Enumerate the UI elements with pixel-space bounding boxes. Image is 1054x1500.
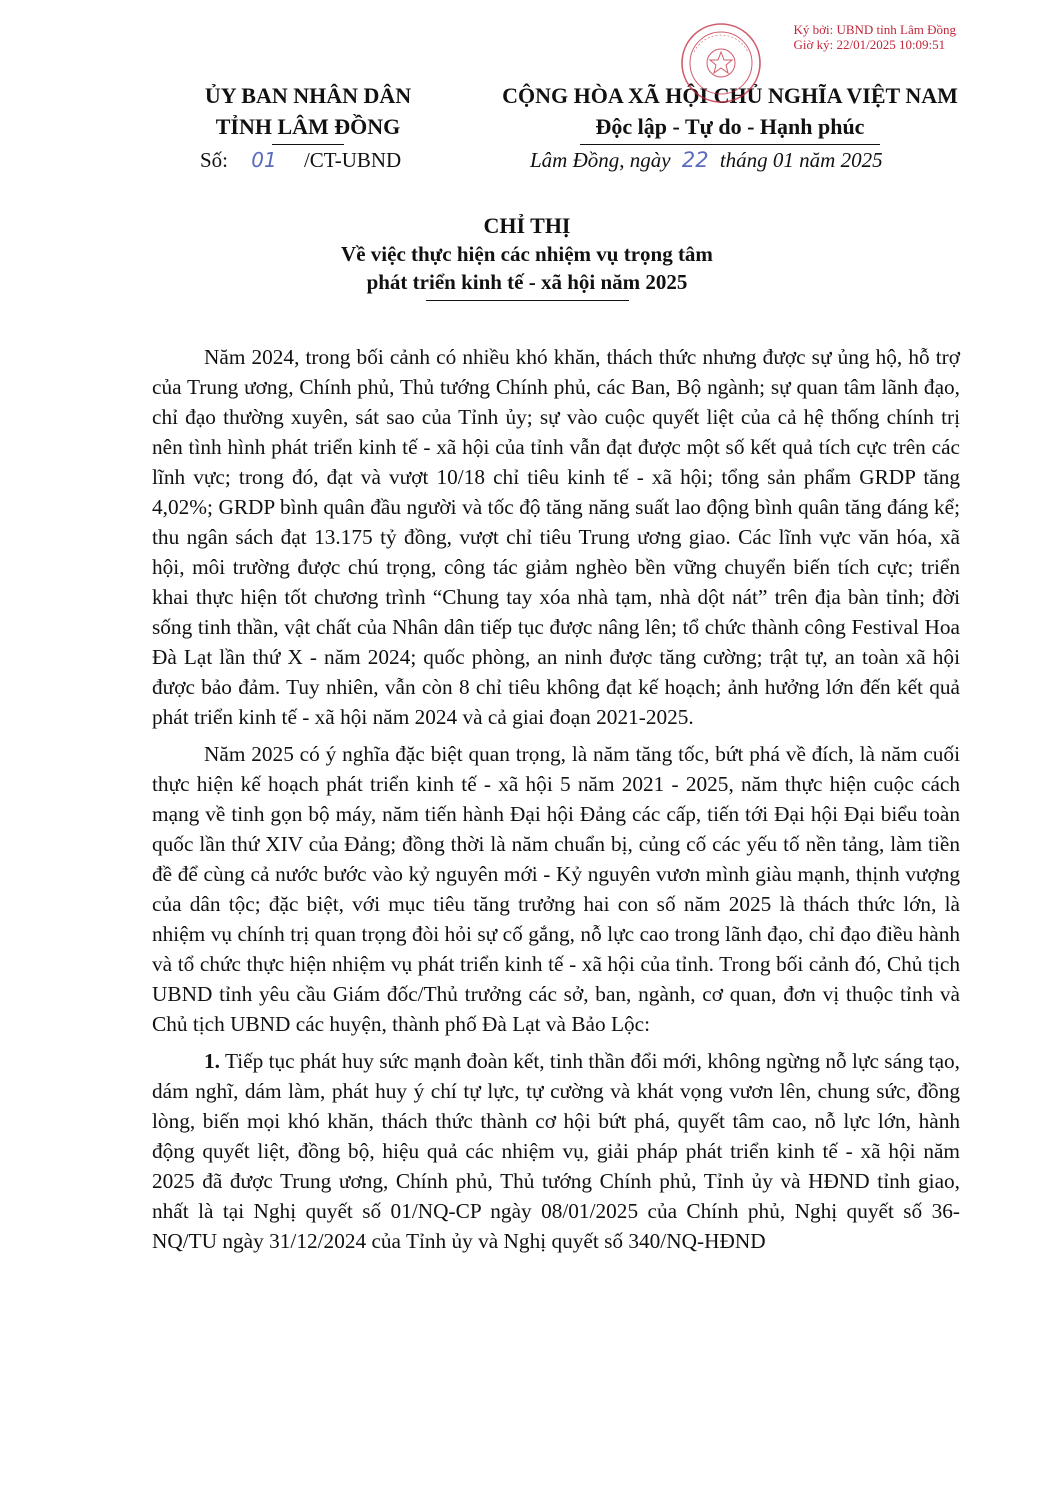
number-handwritten: 01 bbox=[251, 148, 277, 172]
agency-header bbox=[178, 80, 438, 145]
country-name: CỘNG HÒA XÃ HỘI CHỦ NGHĨA VIỆT NAM bbox=[502, 83, 958, 108]
document-type: CHỈ THỊ bbox=[483, 213, 571, 238]
motto-underline bbox=[580, 144, 880, 145]
signed-by: Ký bởi: UBND tỉnh Lâm Đồng bbox=[793, 22, 956, 37]
digital-signature bbox=[793, 22, 956, 52]
number-prefix: Số: bbox=[200, 148, 229, 172]
item-1-text: Tiếp tục phát huy sức mạnh đoàn kết, tinh thần đổi mới, không ngừng nỗ lực sáng tạo, dám nghĩ, dám làm, phát huy ý chí tự lực, tự cường và khát vọng vươn lên, chung sức, đồng lòng, biến mọi khó khăn, thách thức thành cơ hội bứt phá, quyết tâm cao, nỗ lực lớn, hành động quyết liệt, đồng bộ, hiệu quả các nhiệm vụ, giải pháp phát triển kinh tế - xã hội năm 2025 đã được Trung ương, Chính phủ, Thủ tướng Chính phủ, Tỉnh ủy và HĐND tỉnh giao, nhất là tại Nghị quyết số 01/NQ-CP ngày 08/01/2025 của Chính phủ, Nghị quyết số 36-NQ/TU ngày 31/12/2024 của Tỉnh ủy và Nghị quyết số 340/NQ-HĐND bbox=[152, 1049, 960, 1253]
official-seal-icon bbox=[680, 22, 762, 104]
paragraph-2: Năm 2025 có ý nghĩa đặc biệt quan trọng, là năm tăng tốc, bứt phá về đích, là năm cuối thực hiện kế hoạch phát triển kinh tế - xã hội 5 năm 2021 - 2025, năm thực hiện cuộc cách mạng về tinh gọn bộ máy, năm tiến hành Đại hội Đảng các cấp, tiến tới Đại hội Đại biểu toàn quốc lần thứ XIV của Đảng; đồng thời là năm chuẩn bị, củng cố các yếu tố nền tảng, làm tiền đề để cùng cả nước bước vào kỷ nguyên mới - Kỷ nguyên vươn mình giàu mạnh, thịnh vượng của dân tộc; đặc biệt, với mục tiêu tăng trưởng hai con số năm 2025 là thách thức lớn, là nhiệm vụ chính trị quan trọng đòi hỏi sự cố gắng, nỗ lực cao trong lãnh đạo, chỉ đạo điều hành và tổ chức thực hiện nhiệm vụ phát triển kinh tế - xã hội của tỉnh. Trong bối cảnh đó, Chủ tịch UBND tỉnh yêu cầu Giám đốc/Thủ trưởng các sở, ban, ngành, cơ quan, đơn vị thuộc tỉnh và Chủ tịch UBND các huyện, thành phố Đà Lạt và Bảo Lộc: bbox=[152, 742, 960, 1036]
document-title bbox=[0, 212, 1054, 301]
document-body bbox=[152, 342, 960, 1263]
document-number bbox=[200, 148, 401, 173]
document-date bbox=[530, 148, 883, 173]
title-line-2: phát triển kinh tế - xã hội năm 2025 bbox=[366, 270, 688, 294]
date-suffix: tháng 01 năm 2025 bbox=[719, 148, 883, 172]
item-1-number: 1. bbox=[204, 1049, 220, 1073]
agency-underline bbox=[272, 144, 344, 145]
title-underline bbox=[426, 300, 629, 301]
number-suffix: /CT-UBND bbox=[303, 148, 402, 172]
paragraph-1: Năm 2024, trong bối cảnh có nhiều khó khăn, thách thức nhưng được sự ủng hộ, hỗ trợ của Trung ương, Chính phủ, Thủ tướng Chính phủ, các Ban, Bộ ngành; sự quan tâm lãnh đạo, chỉ đạo thường xuyên, sát sao của Tỉnh ủy; sự vào cuộc quyết liệt của cả hệ thống chính trị nên tình hình phát triển kinh tế - xã hội của tỉnh vẫn đạt được một số kết quả tích cực trên các lĩnh vực; trong đó, đạt và vượt 10/18 chỉ tiêu kinh tế - xã hội; tổng sản phẩm GRDP tăng 4,02%; GRDP bình quân đầu người và tốc độ tăng năng suất lao động bình quân tăng đáng kể; thu ngân sách đạt 13.175 tỷ đồng, vượt chỉ tiêu Trung ương giao. Các lĩnh vực văn hóa, xã hội, môi trường được chú trọng, công tác giảm nghèo bền vững chuyển biến tích cực; triển khai thực hiện tốt chương trình “Chung tay xóa nhà tạm, nhà dột nát” trên địa bàn tỉnh; đời sống tinh thần, vật chất của Nhân dân tiếp tục được nâng lên; tổ chức thành công Festival Hoa Đà Lạt lần thứ X - năm 2024; quốc phòng, an ninh được tăng cường; trật tự, an toàn xã hội được bảo đảm. Tuy nhiên, vẫn còn 8 chỉ tiêu không đạt kế hoạch; ảnh hưởng lớn đến kết quả phát triển kinh tế - xã hội năm 2024 và cả giai đoạn 2021-2025. bbox=[152, 345, 960, 729]
agency-line-1: ỦY BAN NHÂN DÂN bbox=[204, 83, 412, 108]
agency-line-2: TỈNH LÂM ĐỒNG bbox=[215, 114, 401, 139]
signed-time: Giờ ký: 22/01/2025 10:09:51 bbox=[793, 37, 946, 52]
title-line-1: Về việc thực hiện các nhiệm vụ trọng tâm bbox=[341, 242, 713, 266]
national-motto: Độc lập - Tự do - Hạnh phúc bbox=[595, 114, 865, 139]
date-day-handwritten: 22 bbox=[681, 148, 709, 172]
date-prefix: Lâm Đồng, ngày bbox=[530, 148, 671, 172]
item-1 bbox=[152, 1046, 960, 1256]
